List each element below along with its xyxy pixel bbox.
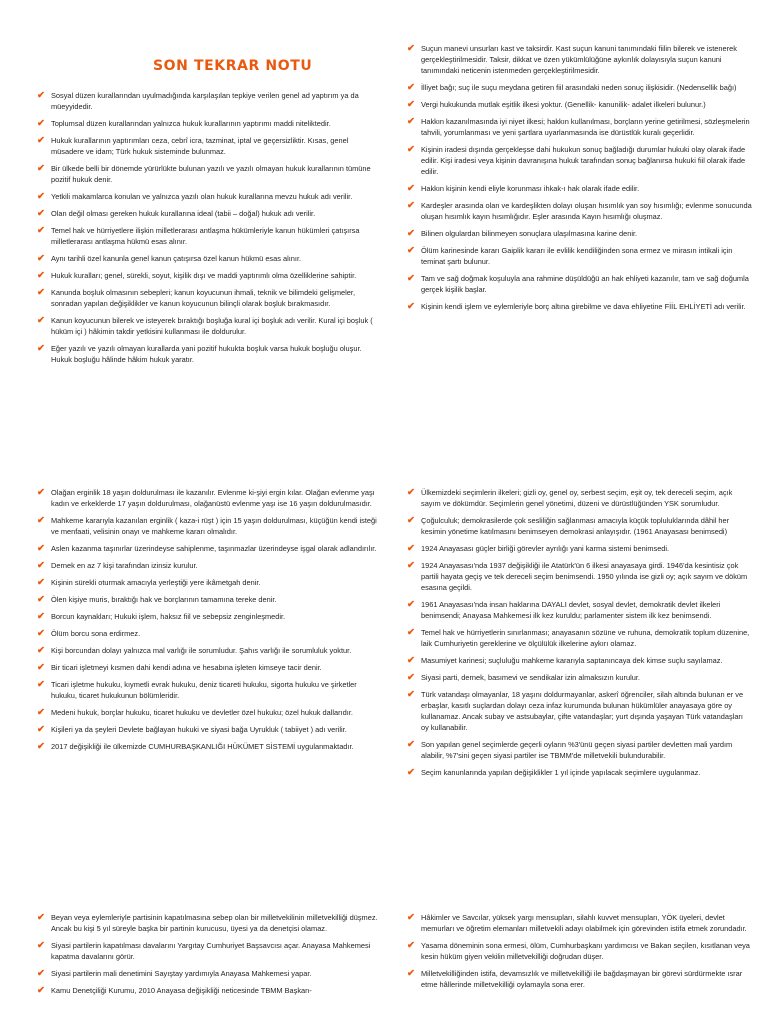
note-item xyxy=(407,672,752,683)
note-text: Eğer yazılı ve yazılı olmayan kurallarda yani pozitif hukukta boşluk varsa hukuk boşluğu oluşur. Hukuk boşluğu hâlinde hâkim hukuk yaratır. xyxy=(51,344,362,364)
note-item xyxy=(407,627,752,649)
note-item xyxy=(407,739,752,761)
checkmark-icon: ✔ xyxy=(407,672,415,683)
note-item xyxy=(37,270,382,281)
note-item xyxy=(407,487,752,509)
checkmark-icon: ✔ xyxy=(407,487,415,498)
note-text: Kardeşler arasında olan ve kardeşlikten dolayı oluşan hısımlık yan soy hısımlığı; evlenme sonucunda oluşan hısımlık kayın hısımlığıdır. Eşler arasında Kayın hısımlığı oluşmaz. xyxy=(421,201,752,221)
checkmark-icon: ✔ xyxy=(37,577,45,588)
note-item xyxy=(407,116,752,138)
note-text: Ülkemizdeki seçimlerin ilkeleri; gizli oy, genel oy, serbest seçim, eşit oy, tek dereceli seçim, açık sayım ve dökümdür. Seçimlerin genel yönetimi, düzeni ve dürüstlüğünden YSK sorumludur. xyxy=(421,488,733,508)
note-text: Aslen kazanma taşınırlar üzerindeyse sahiplenme, taşınmazlar üzerindeyse işgal olarak adlandırılır. xyxy=(51,544,377,553)
note-item xyxy=(407,940,752,962)
section-top-left xyxy=(37,90,382,371)
note-text: Hakkın kazanılmasında iyi niyet ilkesi; hakkın kullanılması, borçların yerine getirilmesi, sözleşmelerin tahvili, yorumlanması ve yeni şartlara uyarlanmasında ise dürüstlük kuralı geçerlidir. xyxy=(421,117,750,137)
note-item xyxy=(407,144,752,177)
note-text: Ölüm karinesinde kararı Gaiplik kararı ile evlilik kendiliğinden sona ermez ve mirasın intikali için teminat şartı bulunur. xyxy=(421,246,733,266)
note-item xyxy=(37,225,382,247)
note-text: Hukuk kurallarının yaptırımları ceza, cebrî icra, tazminat, iptal ve geçersizliktir. Kısas, genel müsadere ve idam; Türk hukuk sisteminde bulunmaz. xyxy=(51,136,349,156)
checkmark-icon: ✔ xyxy=(407,968,415,979)
note-text: Ölen kişiye muris, bıraktığı hak ve borçlarının tamamına tereke denir. xyxy=(51,595,277,604)
note-item xyxy=(37,315,382,337)
note-text: Medeni hukuk, borçlar hukuku, ticaret hukuku ve devletler özel hukuku; özel hukuk dallarıdır. xyxy=(51,708,353,717)
checkmark-icon: ✔ xyxy=(407,99,415,110)
note-text: Milletvekilliğinden istifa, devamsızlık ve milletvekilliği ile bağdaşmayan bir görevi sürdürmekte ısrar etme hâllerinde milletvekilliği oylamayla sona erer. xyxy=(421,969,743,989)
note-text: Kişileri ya da şeyleri Devlete bağlayan hukuki ve siyasi bağa Uyrukluk ( tabiiyet ) adı verilir. xyxy=(51,725,347,734)
checkmark-icon: ✔ xyxy=(407,689,415,700)
checkmark-icon: ✔ xyxy=(407,515,415,526)
checkmark-icon: ✔ xyxy=(407,200,415,211)
note-item xyxy=(37,912,382,934)
note-text: Toplumsal düzen kurallarından yalnızca hukuk kurallarının yaptırımı maddi niteliktedir. xyxy=(51,119,331,128)
note-text: İlliyet bağı; suç ile suçu meydana getiren fiil arasındaki neden sonuç ilişkisidir. (Nedensellik bağı) xyxy=(421,83,737,92)
note-text: Kanunda boşluk olmasının sebepleri; kanun koyucunun ihmali, teknik ve bilimdeki gelişmeler, sonradan yapılan değişiklikler ve kanun koyucunun bilinçli olarak boşluk bırakmasıdır. xyxy=(51,288,356,308)
checkmark-icon: ✔ xyxy=(407,183,415,194)
note-text: Yetkili makamlarca konulan ve yalnızca yazılı olan hukuk kurallarına mevzu hukuk adı verilir. xyxy=(51,192,353,201)
note-item xyxy=(37,707,382,718)
note-text: Temel hak ve hürriyetlere ilişkin milletlerarası antlaşma hükümleriyle kanun hükümleri çatışırsa milletlerarası antlaşma hükmü esas alınır. xyxy=(51,226,360,246)
checkmark-icon: ✔ xyxy=(37,968,45,979)
note-item xyxy=(407,200,752,222)
note-item xyxy=(37,985,382,996)
note-item xyxy=(407,655,752,666)
checkmark-icon: ✔ xyxy=(37,118,45,129)
note-item xyxy=(37,191,382,202)
note-item xyxy=(407,543,752,554)
note-text: Olan değil olması gereken hukuk kurallarına ideal (tabii – doğal) hukuk adı verilir. xyxy=(51,209,316,218)
note-item xyxy=(37,724,382,735)
checkmark-icon: ✔ xyxy=(37,679,45,690)
note-text: Son yapılan genel seçimlerde geçerli oyların %3'ünü geçen siyasi partiler devletten mali yardım alabilir, %7'sini geçen siyasi partiler ise TBMM'de milletvekili bulundurabilir. xyxy=(421,740,733,760)
checkmark-icon: ✔ xyxy=(37,163,45,174)
note-text: Siyasi partilerin kapatılması davalarını Yargıtay Cumhuriyet Başsavcısı açar. Anayasa Mahkemesi kapatma davalarını görür. xyxy=(51,941,371,961)
note-text: Siyasi partilerin mali denetimini Sayıştay yardımıyla Anayasa Mahkemesi yapar. xyxy=(51,969,312,978)
note-text: Suçun manevi unsurları kast ve taksirdir. Kast suçun kanuni tanımındaki fiilin bilerek ve istenerek gerçekleştirilmesidir. Taksir, dikkat ve özen yükümlülüğüne aykırılık dolayısıyla suçun kanuni tanımındaki neticenin istenmeden gerçekleştirilmesidir. xyxy=(421,44,737,75)
checkmark-icon: ✔ xyxy=(37,940,45,951)
checkmark-icon: ✔ xyxy=(407,301,415,312)
note-item xyxy=(37,560,382,571)
note-item xyxy=(37,662,382,673)
note-item xyxy=(37,163,382,185)
checkmark-icon: ✔ xyxy=(407,245,415,256)
note-text: Yasama döneminin sona ermesi, ölüm, Cumhurbaşkanı yardımcısı ve Bakan seçilen, kısıtlanan veya kesin hüküm giyen vekilin milletvekilliği doğrudan düşer. xyxy=(421,941,750,961)
note-text: 2017 değişikliği ile ülkemizde CUMHURBAŞKANLIĞI HÜKÜMET SİSTEMİ uygulanmaktadır. xyxy=(51,742,354,751)
note-text: Hakkın kişinin kendi eliyle korunması ihkak-ı hak olarak ifade edilir. xyxy=(421,184,640,193)
note-item xyxy=(37,679,382,701)
note-item xyxy=(37,287,382,309)
note-item xyxy=(407,99,752,110)
note-item xyxy=(37,118,382,129)
note-item xyxy=(37,577,382,588)
checkmark-icon: ✔ xyxy=(37,707,45,718)
note-text: Vergi hukukunda mutlak eşitlik ilkesi yoktur. (Genellik- kanunilik- adalet ilkeleri bulunur.) xyxy=(421,100,706,109)
note-item xyxy=(407,228,752,239)
note-text: 1924 Anayasası'nda 1937 değişikliği ile Atatürk'ün 6 ilkesi anayasaya girdi. 1946'da kesintisiz çok partili hayata geçiş ve tek dereceli seçim benimsendi. 1950 yılında ise gizli oy; açık sayım ve döküm esasına geçildi. xyxy=(421,561,748,592)
note-text: Çoğulculuk; demokrasilerde çok sesliliğin sağlanması amacıyla küçük topluluklarında dâhil her kesimin yönetime katılmasını benimseyen demokrasi anlayışıdır. (1961 Anayasası benimsedi) xyxy=(421,516,730,536)
checkmark-icon: ✔ xyxy=(37,208,45,219)
checkmark-icon: ✔ xyxy=(37,487,45,498)
checkmark-icon: ✔ xyxy=(407,940,415,951)
note-text: Ölüm borcu sona erdirmez. xyxy=(51,629,141,638)
checkmark-icon: ✔ xyxy=(37,912,45,923)
note-text: Tam ve sağ doğmak koşuluyla ana rahmine düşüldüğü an hak ehliyeti kazanılır, tam ve sağ doğumla gerçek kişilik başlar. xyxy=(421,274,749,294)
note-text: Kanun koyucunun bilerek ve isteyerek bıraktığı boşluğa kural içi boşluk adı verilir. Kural içi boşluk ( hüküm içi ) hâkimin takdir yetkisini kullanması ile doldurulur. xyxy=(51,316,373,336)
note-text: Dernek en az 7 kişi tarafından izinsiz kurulur. xyxy=(51,561,198,570)
note-item xyxy=(37,208,382,219)
note-item xyxy=(407,560,752,593)
note-text: Borcun kaynakları; Hukuki işlem, haksız fiil ve sebepsiz zenginleşmedir. xyxy=(51,612,286,621)
checkmark-icon: ✔ xyxy=(37,90,45,101)
note-item xyxy=(407,767,752,778)
note-item xyxy=(407,515,752,537)
note-item xyxy=(37,741,382,752)
checkmark-icon: ✔ xyxy=(407,655,415,666)
checkmark-icon: ✔ xyxy=(407,82,415,93)
note-text: Masumiyet karinesi; suçluluğu mahkeme kararıyla saptanıncaya dek kimse suçlu sayılamaz. xyxy=(421,656,723,665)
note-item xyxy=(37,940,382,962)
checkmark-icon: ✔ xyxy=(407,543,415,554)
note-text: Türk vatandaşı olmayanlar, 18 yaşını doldurmayanlar, askerî öğrenciler, silah altında bulunan er ve erbaşlar, kasıtlı suçlardan dolayı ceza infaz kurumunda bulunan hükümlüler anayasaya göre oy kullanamaz. Ancak subay ve astsubaylar, çifte vatandaşlar; yurt dışında yaşayan Türk vatandaşları oy kullanabilir. xyxy=(421,690,744,732)
note-item xyxy=(407,183,752,194)
note-text: Kişinin iradesi dışında gerçekleşse dahi hukukun sonuç bağladığı durumlar hukuki olay olarak ifade edilir. Kişi iradesi veya kişinin davranışına hukuk tarafından sonuç bağlanırsa hukuki fiil olarak ifade edilir. xyxy=(421,145,746,176)
checkmark-icon: ✔ xyxy=(407,144,415,155)
checkmark-icon: ✔ xyxy=(407,767,415,778)
note-text: Bilinen olgulardan bilinmeyen sonuçlara ulaşılmasına karine denir. xyxy=(421,229,638,238)
checkmark-icon: ✔ xyxy=(37,724,45,735)
note-text: Bir ülkede belli bir dönemde yürürlükte bulunan yazılı ve yazılı olmayan hukuk kurallarının tümüne pozitif hukuk denir. xyxy=(51,164,371,184)
note-text: Kamu Denetçiliği Kurumu, 2010 Anayasa değişikliği neticesinde TBMM Başkan- xyxy=(51,986,312,995)
checkmark-icon: ✔ xyxy=(407,599,415,610)
checkmark-icon: ✔ xyxy=(407,116,415,127)
note-text: Hukuk kuralları; genel, sürekli, soyut, kişilik dışı ve maddi yaptırımlı olma özelliklerine sahiptir. xyxy=(51,271,357,280)
note-text: 1961 Anayasası'nda insan haklarına DAYALI devlet, sosyal devlet, demokratik devlet ilkeleri benimsendi; Anayasa Mahkemesi ilk kez kuruldu; parlamenter sistem ilk kez benimsendi. xyxy=(421,600,721,620)
note-item xyxy=(407,82,752,93)
note-item xyxy=(37,968,382,979)
checkmark-icon: ✔ xyxy=(37,741,45,752)
note-item xyxy=(37,135,382,157)
note-text: Kişi borcundan dolayı yalnızca mal varlığı ile sorumludur. Şahıs varlığı ile sorumluluk yoktur. xyxy=(51,646,352,655)
checkmark-icon: ✔ xyxy=(37,253,45,264)
note-text: Kişinin sürekli oturmak amacıyla yerleştiği yere ikâmetgah denir. xyxy=(51,578,261,587)
note-text: Temel hak ve hürriyetlerin sınırlanması; anayasanın sözüne ve ruhuna, demokratik toplum düzenine, laik Cumhuriyetin gereklerine ve ölçülülük ilkelerine aykırı olamaz. xyxy=(421,628,750,648)
note-item xyxy=(407,301,752,312)
note-item xyxy=(37,645,382,656)
note-text: Ticari işletme hukuku, kıymetli evrak hukuku, deniz ticareti hukuku, sigorta hukuku ve şirketler hukuku, ticaret hukukunun bölümleridir. xyxy=(51,680,357,700)
checkmark-icon: ✔ xyxy=(37,543,45,554)
note-item xyxy=(37,253,382,264)
note-item xyxy=(37,628,382,639)
note-text: Bir ticari işletmeyi kısmen dahi kendi adına ve hesabına işleten kimseye tacir denir. xyxy=(51,663,322,672)
note-item xyxy=(407,273,752,295)
note-item xyxy=(407,689,752,733)
note-text: Beyan veya eylemleriyle partisinin kapatılmasına sebep olan bir milletvekilinin milletvekilliği düşmez. Ancak bu kişi 5 yıl süreyle başka bir partinin kurucusu, üyesi ya da denetçisi olamaz. xyxy=(51,913,378,933)
checkmark-icon: ✔ xyxy=(37,515,45,526)
note-text: Sosyal düzen kurallarından uyulmadığında karşılaşılan tepkiye verilen genel ad yaptırım ya da müeyyidedir. xyxy=(51,91,359,111)
note-item xyxy=(407,968,752,990)
checkmark-icon: ✔ xyxy=(407,739,415,750)
note-text: Hâkimler ve Savcılar, yüksek yargı mensupları, silahlı kuvvet mensupları, YÖK üyeleri, devlet memurları ve öğretim elemanları milletvekili adayı olabilmek için görevinden istifa etmek zorundadır. xyxy=(421,913,747,933)
checkmark-icon: ✔ xyxy=(37,343,45,354)
checkmark-icon: ✔ xyxy=(37,225,45,236)
note-text: Aynı tarihli özel kanunla genel kanun çatışırsa özel kanun hükmü esas alınır. xyxy=(51,254,302,263)
checkmark-icon: ✔ xyxy=(407,273,415,284)
note-item xyxy=(407,245,752,267)
checkmark-icon: ✔ xyxy=(407,228,415,239)
checkmark-icon: ✔ xyxy=(407,627,415,638)
section-bottom-left xyxy=(37,912,382,1002)
checkmark-icon: ✔ xyxy=(37,628,45,639)
note-text: Mahkeme kararıyla kazanılan erginlik ( kaza-i rüşt ) için 15 yaşın doldurulması, küçüğün kendi isteği ve menfaati, velisinin onayı ve mahkeme kararı olmalıdır. xyxy=(51,516,377,536)
note-item xyxy=(407,43,752,76)
note-item xyxy=(407,912,752,934)
note-item xyxy=(407,599,752,621)
checkmark-icon: ✔ xyxy=(37,270,45,281)
checkmark-icon: ✔ xyxy=(407,560,415,571)
section-middle-left xyxy=(37,487,382,758)
note-text: Siyasi parti, dernek, basımevi ve sendikalar izin almaksızın kurulur. xyxy=(421,673,640,682)
checkmark-icon: ✔ xyxy=(407,912,415,923)
note-text: 1924 Anayasası güçler birliği görevler ayrılığı yani karma sistemi benimsedi. xyxy=(421,544,670,553)
checkmark-icon: ✔ xyxy=(37,985,45,996)
note-item xyxy=(37,594,382,605)
checkmark-icon: ✔ xyxy=(407,43,415,54)
note-text: Seçim kanunlarında yapılan değişiklikler 1 yıl içinde yapılacak seçimlere uygulanmaz. xyxy=(421,768,701,777)
note-item xyxy=(37,343,382,365)
note-text: Olağan erginlik 18 yaşın doldurulması ile kazanılır. Evlenme ki-şiyi ergin kılar. Olağan evlenme yaşı kadın ve erkeklerde 17 yaşın doldurulması, olağanüstü evlenme yaşı ise 16 yaşın doldurulmasıdır. xyxy=(51,488,375,508)
section-bottom-right xyxy=(407,912,752,996)
note-item xyxy=(37,487,382,509)
section-middle-right xyxy=(407,487,752,784)
checkmark-icon: ✔ xyxy=(37,662,45,673)
section-top-right xyxy=(407,43,752,318)
note-item xyxy=(37,90,382,112)
checkmark-icon: ✔ xyxy=(37,560,45,571)
note-item xyxy=(37,611,382,622)
checkmark-icon: ✔ xyxy=(37,191,45,202)
checkmark-icon: ✔ xyxy=(37,287,45,298)
checkmark-icon: ✔ xyxy=(37,135,45,146)
checkmark-icon: ✔ xyxy=(37,315,45,326)
checkmark-icon: ✔ xyxy=(37,645,45,656)
note-item xyxy=(37,543,382,554)
note-text: Kişinin kendi işlem ve eylemleriyle borç altına girebilme ve dava ehliyetine FİİL EHLİYETİ adı verilir. xyxy=(421,302,746,311)
note-item xyxy=(37,515,382,537)
page-title: SON TEKRAR NOTU xyxy=(153,58,313,74)
checkmark-icon: ✔ xyxy=(37,594,45,605)
checkmark-icon: ✔ xyxy=(37,611,45,622)
